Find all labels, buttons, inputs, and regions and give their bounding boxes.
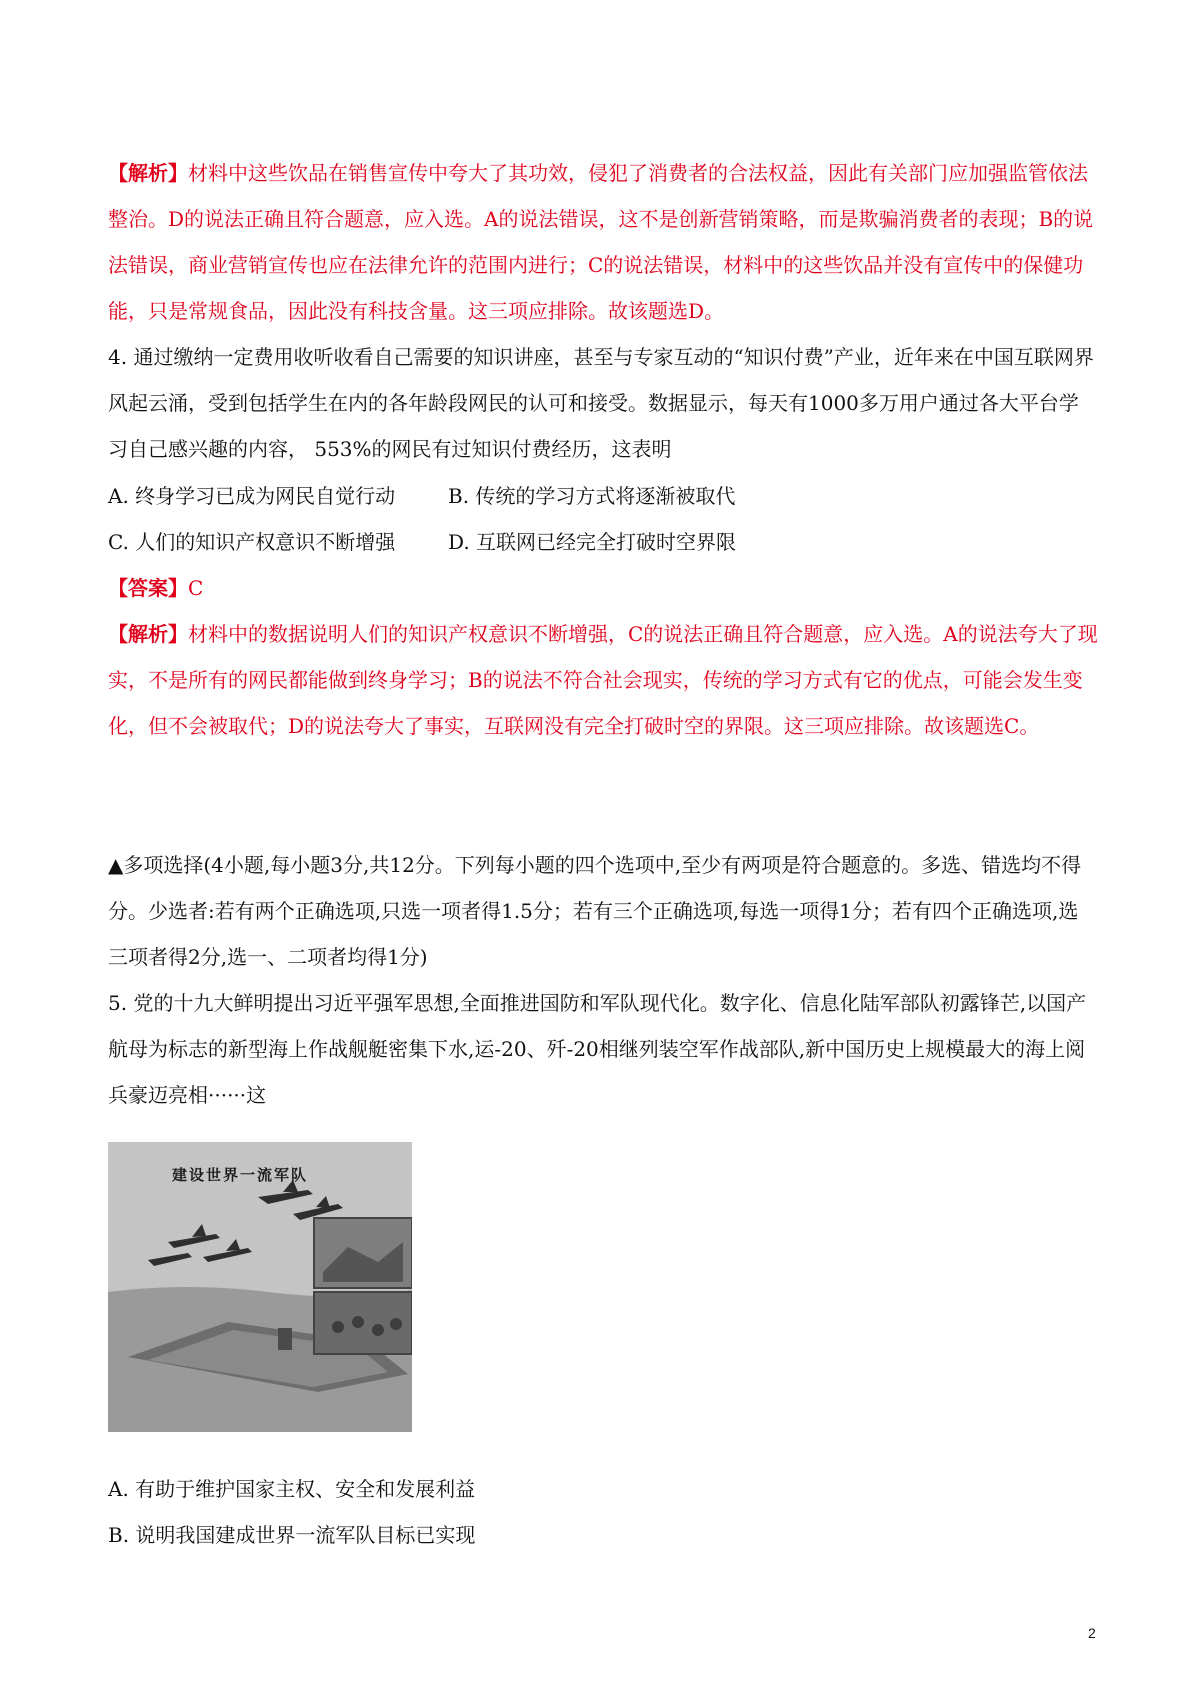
page-number: 2 [1088, 1625, 1096, 1641]
q4-analysis [108, 611, 1098, 749]
analysis-tag: 【解析】 [108, 622, 188, 646]
analysis-text: 材料中的数据说明人们的知识产权意识不断增强，C的说法正确且符合题意，应入选。A的说法夸大了现实，不是所有的网民都能做到终身学习；B的说法不符合社会现实，传统的学习方式有它的优点，可能会发生变化，但不会被取代；D的说法夸大了事实，互联网没有完全打破时空的界限。这三项应排除。故该题选C。 [108, 622, 1098, 738]
navy-poster-image [108, 1142, 412, 1432]
answer-value: C [188, 576, 204, 600]
analysis-tag: 【解析】 [108, 161, 188, 185]
poster-title: 建设世界一流军队 [172, 1166, 309, 1184]
q4-option-b: B. 传统的学习方式将逐渐被取代 [448, 484, 736, 508]
analysis-text: 材料中这些饮品在销售宣传中夸大了其功效，侵犯了消费者的合法权益，因此有关部门应加强监管依法整治。D的说法正确且符合题意，应入选。A的说法错误，这不是创新营销策略，而是欺骗消费者的表现；B的说法错误，商业营销宣传也应在法律允许的范围内进行；C的说法错误，材料中的这些饮品并没有宣传中的保健功能，只是常规食品，因此没有科技含量。这三项应排除。故该题选D。 [108, 161, 1094, 323]
q5-option-a: A. 有助于维护国家主权、安全和发展利益 [108, 1477, 476, 1501]
multi-choice-section-header: ▲多项选择(4小题,每小题3分,共12分。下列每小题的四个选项中,至少有两项是符合题意的。多选、错选均不得分。少选者:若有两个正确选项,只选一项者得1.5分；若有三个正确选项,每选一项得1分；若有四个正确选项,选三项者得2分,选一、二项者均得1分) [108, 853, 1082, 969]
q4-option-a: A. 终身学习已成为网民自觉行动 [108, 484, 396, 508]
answer-tag: 【答案】 [108, 576, 188, 600]
q4-option-c: C. 人们的知识产权意识不断增强 [108, 530, 396, 554]
q4-answer [108, 565, 203, 611]
q4-options-row-1 [108, 473, 735, 519]
q5-option-b: B. 说明我国建成世界一流军队目标已实现 [108, 1523, 476, 1547]
q4-option-d: D. 互联网已经完全打破时空界限 [448, 530, 737, 554]
q4-stem: 4. 通过缴纳一定费用收听收看自己需要的知识讲座，甚至与专家互动的“知识付费”产业，近年来在中国互联网界风起云涌，受到包括学生在内的各年龄段网民的认可和接受。数据显示，每天有1000多万用户通过各大平台学习自己感兴趣的内容， 553%的网民有过知识付费经历，这表明 [108, 345, 1094, 461]
q4-options-row-2 [108, 519, 736, 565]
poster-illustration [108, 1142, 412, 1432]
q5-stem: 5. 党的十九大鲜明提出习近平强军思想,全面推进国防和军队现代化。数字化、信息化陆军部队初露锋芒,以国产航母为标志的新型海上作战舰艇密集下水,运-20、歼-20相继列装空军作战部队,新中国历史上规模最大的海上阅兵豪迈亮相······这 [108, 991, 1087, 1107]
q3-analysis [108, 150, 1098, 334]
